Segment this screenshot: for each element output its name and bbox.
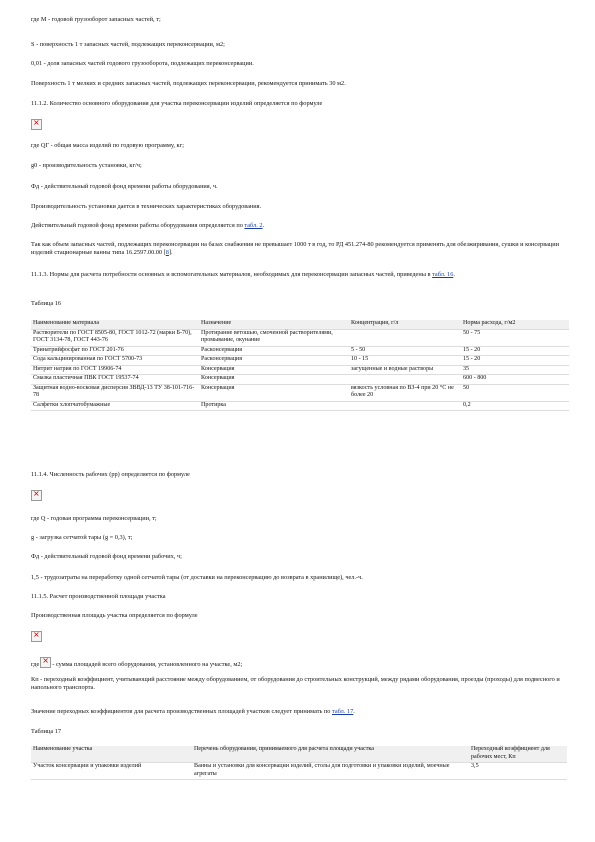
text-segment: 11.1.3. Нормы для расчета потребности основных и вспомогательных материалов, необходимых для переконсервации запасных частей, приведены в [31, 271, 433, 278]
text-line: Производственная площадь участка определяется по формуле [31, 612, 198, 619]
table-cell [349, 375, 461, 385]
text-paragraph [31, 241, 567, 257]
table-cell: 3,5 [469, 763, 567, 780]
text-line: g0 - производительность установки, кг/ч; [31, 162, 142, 169]
header-cell: Перечень оборудования, принимаемого для расчета площади участка [192, 746, 469, 763]
header-cell: Назначение [199, 320, 349, 329]
text-segment: Действительный годовой фонд времени работы оборудования определяется по [31, 222, 245, 229]
table-16 [31, 320, 569, 411]
table-cell: Салфетки хлопчатобумажные [31, 401, 199, 411]
text-line: 0,01 - доля запасных частей годового грузооборота, подлежащих переконсервации. [31, 60, 254, 67]
text-line: Поверхность 1 т мелких и средних запасных частей, подлежащих переконсервации, рекомендуется принимать 30 м2. [31, 80, 346, 87]
formula-image-icon [31, 119, 42, 130]
table-row [31, 346, 569, 356]
table-cell [349, 329, 461, 346]
table-cell: Смазка пластичная ПВК ГОСТ 19537-74 [31, 375, 199, 385]
table-cell: загущенные и водные растворы [349, 365, 461, 375]
table-row [31, 329, 569, 346]
text-segment: . [262, 222, 265, 229]
table-17 [31, 746, 567, 780]
table-cell: Защитная водно-восковая дисперсия ЗВВД-13 ТУ 38-101-716-78 [31, 384, 199, 401]
header-cell: Норма расхода, г/м2 [461, 320, 569, 329]
table-caption: Таблица 16 [31, 300, 62, 307]
table-cell: 15 - 20 [461, 346, 569, 356]
table-cell [349, 401, 461, 411]
text-line: Фд - действительный годовой фонд времени работы оборудования, ч. [31, 183, 218, 190]
text-line: Производительность установки дается в технических характеристиках оборудования. [31, 203, 262, 210]
text-line: где M - годовой грузооборот запасных частей, т; [31, 16, 161, 23]
table-cell: Расконсервация [199, 346, 349, 356]
formula-image-icon [31, 490, 42, 501]
text-segment: где [31, 661, 40, 668]
table-cell: 600 - 800 [461, 375, 569, 385]
text-paragraph: Кп - переходный коэффициент, учитывающий расстояние между оборудованием, от оборудования до строительных конструкций, между рядами оборудования, проезды (проходы) для подвесного и напольного транспорта. [31, 676, 560, 691]
text-segment: ]. [168, 249, 173, 256]
header-cell: Наименование участка [31, 746, 192, 763]
text-line: 1,5 - трудозатраты на переработку одной сетчатой тары (от доставки на переконсервацию до возврата в хранилище), чел.-ч. [31, 574, 363, 581]
text-line [31, 222, 567, 230]
table-17-link[interactable]: табл. 17 [332, 708, 354, 715]
table-cell: 10 - 15 [349, 356, 461, 366]
table-cell: 50 - 75 [461, 329, 569, 346]
section-heading: 11.1.4. Численность рабочих (рр) определяется по формуле [31, 471, 190, 478]
section-heading: 11.1.5. Расчет производственной площади участка [31, 593, 166, 600]
section-heading [31, 271, 567, 279]
table-cell: Участок консервации и упаковки изделий [31, 763, 192, 780]
table-row [31, 356, 569, 366]
table-cell: Протирание ветошью, смоченной растворителями, промывание, окунание [199, 329, 349, 346]
sum-image-icon [40, 657, 51, 668]
table-cell: Консервация [199, 384, 349, 401]
header-cell: Наименование материала [31, 320, 199, 329]
table-caption: Таблица 17 [31, 728, 62, 735]
table-cell: Тринатрийфосфат по ГОСТ 201-76 [31, 346, 199, 356]
text-line [31, 708, 567, 716]
text-segment: Значение переходных коэффициентов для расчета производственных площадей участков следует принимать по [31, 708, 333, 715]
header-cell: Концентрация, г/л [349, 320, 461, 329]
table-cell: Консервация [199, 375, 349, 385]
table-2-link[interactable]: табл. 2 [244, 222, 263, 229]
table-cell: Сода кальцинированная по ГОСТ 5700-73 [31, 356, 199, 366]
text-line: Фд - действительный годовой фонд времени рабочих, ч; [31, 553, 182, 560]
text-segment: Так как объем запасных частей, подлежащих переконсервации на базах снабжения не превышает 1000 т в год, то РД 451.274-80 рекомендуется применять для обезжиривания, сушки и консервации изделий стационарные ванны типа 16.2597.00.00 [ [31, 241, 559, 256]
table-cell: 15 - 20 [461, 356, 569, 366]
table-row [31, 365, 569, 375]
text-line: где QГ - общая масса изделий по годовую программу, кг; [31, 142, 184, 149]
table-cell: Консервация [199, 365, 349, 375]
text-segment: . [353, 708, 355, 715]
text-segment: - сумма площадей всего оборудования, установленного на участке, м2; [52, 661, 243, 668]
table-16-link[interactable]: табл. 16 [432, 271, 454, 278]
table-cell: 50 [461, 384, 569, 401]
table-row [31, 401, 569, 411]
formula-image-icon [31, 631, 42, 642]
table-row [31, 763, 567, 780]
text-line: S - поверхность 1 т запасных частей, подлежащих переконсервации, м2; [31, 41, 225, 48]
text-segment: . [453, 271, 455, 278]
table-cell: вязкость условная по ВЗ-4 при 20 °С не более 20 [349, 384, 461, 401]
table-cell: Ванны и установки для консервации изделий, столы для подготовки и упаковки изделий, моечные агрегаты [192, 763, 469, 780]
table-cell: 35 [461, 365, 569, 375]
text-line: где Q - годовая программа переконсервации, т; [31, 515, 157, 522]
text-line [31, 657, 567, 669]
table-cell: 0,2 [461, 401, 569, 411]
table-cell: 5 - 50 [349, 346, 461, 356]
table-cell: Расконсервация [199, 356, 349, 366]
header-cell: Переходный коэффициент для рабочих мест, Кп [469, 746, 567, 763]
section-heading: 11.1.2. Количество основного оборудования для участка переконсервации изделий определяется по формуле [31, 100, 323, 107]
table-cell: Нитрит натрия по ГОСТ 19906-74 [31, 365, 199, 375]
text-line: g - загрузка сетчатой тары (g = 0,3), т; [31, 534, 133, 541]
table-header-row [31, 320, 569, 329]
table-cell: Растворители по ГОСТ 8505-80, ГОСТ 1012-72 (марки Б-70), ГОСТ 3134-78, ГОСТ 443-76 [31, 329, 199, 346]
reference-8-link[interactable]: 8 [165, 249, 169, 256]
table-row [31, 384, 569, 401]
table-header-row [31, 746, 567, 763]
table-cell: Протирка [199, 401, 349, 411]
table-row [31, 375, 569, 385]
